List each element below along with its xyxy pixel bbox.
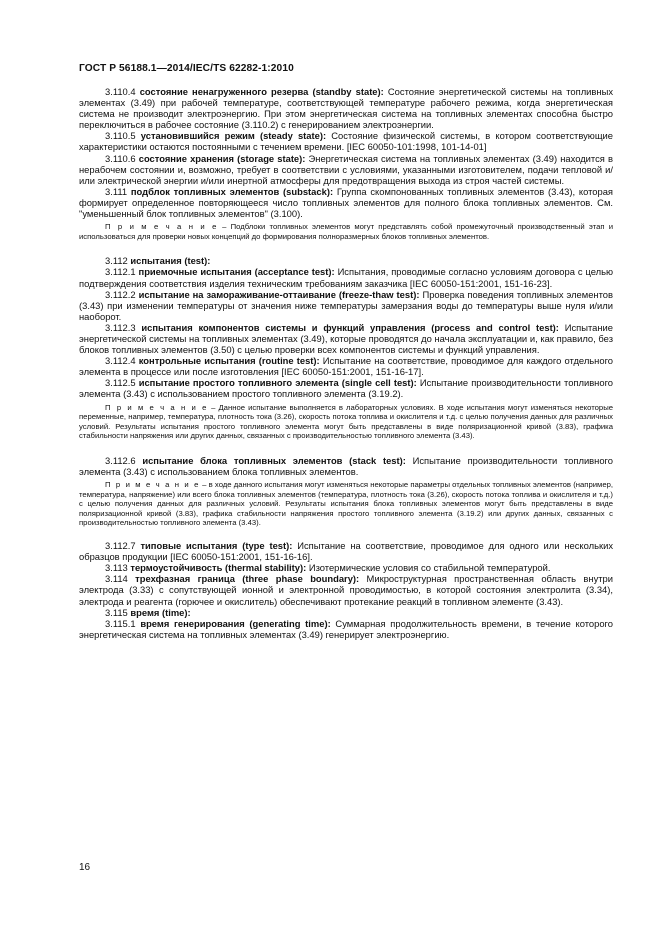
definition: Энергетическая система на топливных элементах (3.49) находится в нерабочем состоянии и, возможно, требует в соответствии с условиями, указанными изготовителем, подачи тепловой и/или электрической энергии и/или инертной атмосферы для предотвращения выхода из строя частей системы.	[79, 152, 613, 186]
page-number: 16	[79, 862, 91, 873]
note-label: П р и м е ч а н и е	[105, 222, 218, 232]
paragraph-3-113	[79, 562, 613, 573]
paragraph-3-110-6	[79, 153, 613, 186]
paragraph-3-112-7	[79, 540, 613, 562]
spacer	[79, 241, 613, 255]
definition: Испытания, проводимые согласно условиям договора с целью подтверждения соответствия изделия техническим требованиям заказчика [IEC 60050-151:2001, 151-16-23].	[79, 266, 613, 289]
clause-number: 3.110.5	[105, 130, 136, 142]
paragraph-3-112-3	[79, 322, 613, 355]
paragraph-3-112-5	[79, 377, 613, 399]
note-substack	[79, 222, 613, 241]
paragraph-3-112-1	[79, 266, 613, 288]
definition: Испытание на соответствие, проводимое для каждого отдельного элемента в процессе или после изготовления [IEC 60050-151:2001, 151-16-17].	[79, 355, 613, 378]
paragraph-3-114	[79, 573, 613, 606]
spacer	[79, 528, 613, 540]
definition: Испытание энергетической системы на топливных элементах (3.49), которые проводятся до начала эксплуатации и, как правило, без блоков топливных элементов (3.50) с целью проверки всех компонентов системы и функций управления.	[79, 321, 613, 356]
document-header: ГОСТ Р 56188.1—2014/IEC/TS 62282-1:2010	[79, 63, 294, 74]
term: контрольные испытания (routine test):	[138, 355, 320, 367]
paragraph-3-112	[79, 255, 613, 266]
term: типовые испытания (type test):	[140, 540, 293, 552]
document-body	[79, 86, 613, 640]
note-single-cell	[79, 403, 613, 441]
clause-number: 3.112.2	[105, 288, 136, 300]
clause-number: 3.112.5	[105, 377, 136, 389]
definition: Микроструктурная пространственная область внутри электрода (3.33) с сопутствующей ионной и электронной проводимостью, в которой состояния электролита (3.34), электрода и реагента (горючее и окислитель) обеспечивают протекание реакций в топливном элементе (3.43).	[79, 573, 614, 607]
paragraph-3-110-5	[79, 130, 613, 152]
paragraph-3-112-2	[79, 289, 613, 322]
term: подблок топливных элементов (substack):	[130, 185, 334, 197]
note-label: П р и м е ч а н и е	[105, 402, 209, 412]
term: термоустойчивость (thermal stability):	[130, 562, 307, 574]
term: приемочные испытания (acceptance test):	[138, 266, 335, 278]
term: трехфазная граница (three phase boundary):	[135, 573, 360, 585]
paragraph-3-112-6	[79, 455, 613, 477]
definition: Группа скомпонованных топливных элементов (3.43), которая формирует определенное повторяющееся число топливных элементов для полного блока топливных элементов. См. "уменьшенный блок топливных элементов" (3.100).	[79, 185, 613, 220]
definition: Испытание производительности топливного элемента (3.43) с использованием блока топливных элементов.	[79, 454, 613, 477]
definition: Изотермические условия со стабильной температурой.	[306, 562, 551, 574]
note-label: П р и м е ч а н и е	[105, 480, 200, 490]
term: испытание на замораживание-оттаивание (freeze-thaw test):	[138, 288, 420, 300]
note-text: – Подблоки топливных элементов могут представлять собой промежуточный производственный этап и использоваться для проверки новых концепций до формирования полноразмерных блоков топливных элементов.	[79, 222, 613, 241]
paragraph-3-115	[79, 607, 613, 618]
term: испытания компонентов системы и функций управления (process and control test):	[141, 321, 559, 333]
paragraph-3-110-4	[79, 86, 613, 130]
note-text: – Данное испытание выполняется в лабораторных условиях. В ходе испытания могут изменяться некоторые переменные, например, температура, плотность тока (3.26), скорость потока топлива и окислителя и т.д. с целью получения данных для различных условий. Результаты испытания простого топливного элемента могут быть представлены в виде поляризационной кривой (3.83), графика стабильности напряжения или других данных, связанных с производительностью топливного элемента (3.43).	[79, 402, 614, 441]
term: испытание простого топливного элемента (single cell test):	[138, 377, 417, 389]
paragraph-3-115-1	[79, 618, 613, 640]
definition: Состояние энергетической системы на топливных элементах (3.49) при рабочей температуре, соответствующей температуре рабочего режима, когда энергетическая система не производит электроэнергию. При этом энергетическая система на топливных элементах способна быстро переключиться в рабочее состояние (3.110.2) с генерированием электроэнергии.	[79, 86, 614, 131]
clause-number: 3.112	[105, 255, 128, 267]
clause-number: 3.112.3	[105, 321, 136, 333]
paragraph-3-112-4	[79, 355, 613, 377]
definition: Испытание производительности топливного элемента (3.43) с использованием простого топливного элемента (3.19.2).	[79, 377, 613, 400]
note-stack	[79, 480, 613, 528]
note-text: – в ходе данного испытания могут изменяться некоторые параметры отдельных топливных элементов (например, температура, напряжение) или всего блока топливных элементов (температура, плотность тока (3.26), скорость потока топлива и окислителя и т.д.) с целью получения данных для различных условий. Результаты испытания блока топливных элементов могут быть представлены в виде поляризационной кривой (3.83), графика стабильности напряжения простого топливного элемента (3.19.2) или других данных, связанных с производительностью топливного элемента (3.43).	[79, 480, 614, 528]
definition: Проверка поведения топливных элементов (3.43) при изменении температуры от значения ниже температуры замерзания воды до температуры выше нуля и/или наоборот.	[79, 288, 613, 322]
term: время генерирования (generating time):	[140, 617, 331, 629]
clause-number: 3.115	[105, 606, 128, 618]
definition: Суммарная продолжительность времени, в течение которого энергетическая система на топливных элементах (3.49) генерирует электроэнергию.	[79, 617, 613, 640]
definition: Испытание на соответствие, проводимое для одного или нескольких образцов продукции [IEC 60050-151:2001, 151-16-16].	[79, 540, 614, 563]
spacer	[79, 441, 613, 455]
term: состояние ненагруженного резерва (standby state):	[139, 86, 384, 97]
term: установившийся режим (steady state):	[140, 130, 327, 142]
clause-number: 3.112.6	[105, 454, 136, 466]
term: испытания (test):	[130, 255, 211, 267]
term: состояние хранения (storage state):	[138, 152, 306, 164]
clause-number: 3.111	[105, 185, 128, 197]
term: испытание блока топливных элементов (stack test):	[142, 454, 406, 466]
clause-number: 3.114	[105, 573, 128, 585]
paragraph-3-111	[79, 186, 613, 219]
term: время (time):	[130, 606, 191, 618]
clause-number: 3.110.6	[105, 152, 136, 164]
clause-number: 3.113	[105, 562, 128, 574]
clause-number: 3.112.7	[105, 540, 136, 552]
clause-number: 3.112.1	[105, 266, 136, 278]
clause-number: 3.110.4	[105, 86, 136, 97]
definition: Состояние физической системы, в котором соответствующие характеристики остаются постоянными с течением времени. [IEC 60050-101:1998, 101-14-01]	[79, 130, 613, 153]
clause-number: 3.115.1	[105, 617, 136, 629]
clause-number: 3.112.4	[105, 355, 136, 367]
